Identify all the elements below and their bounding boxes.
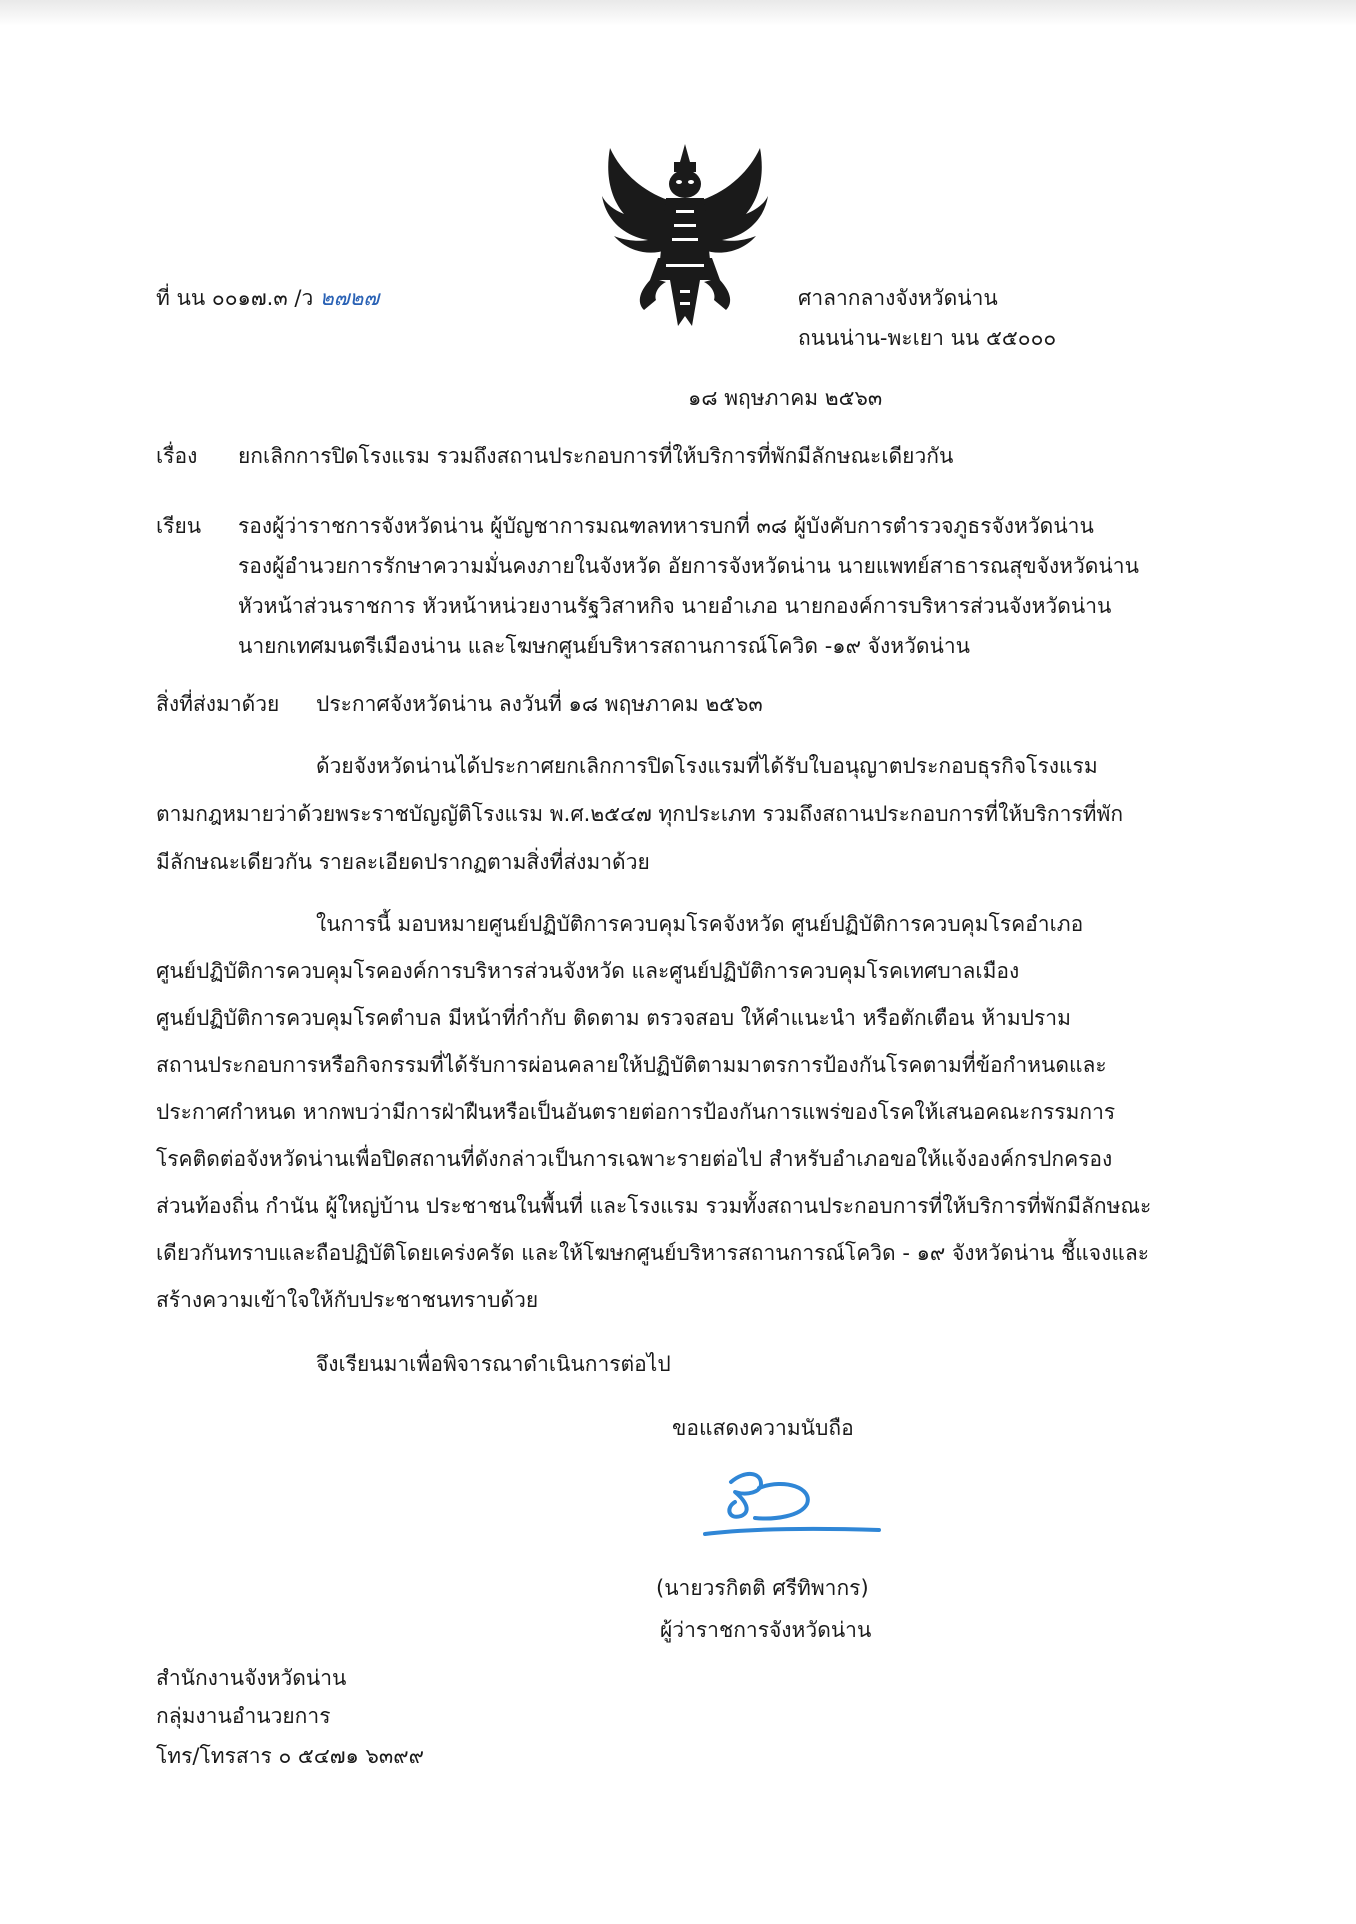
body-paragraph2-line: ในการนี้ มอบหมายศูนย์ปฏิบัติการควบคุมโรคจังหวัด ศูนย์ปฏิบัติการควบคุมโรคอำเภอ bbox=[316, 912, 1084, 936]
recipient-line: รองผู้อำนวยการรักษาความมั่นคงภายในจังหวัด อัยการจังหวัดน่าน นายแพทย์สาธารณสุขจังหวัดน่าน bbox=[238, 554, 1139, 578]
body-paragraph2-line: โรคติดต่อจังหวัดน่านเพื่อปิดสถานที่ดังกล่าวเป็นการเฉพาะรายต่อไป สำหรับอำเภอขอให้แจ้งองค์กรปกครอง bbox=[156, 1147, 1113, 1171]
body-paragraph2-line: ศูนย์ปฏิบัติการควบคุมโรคตำบล มีหน้าที่กำกับ ติดตาม ตรวจสอบ ให้คำแนะนำ หรือตักเตือน ห้ามปราม bbox=[156, 1006, 1071, 1030]
garuda-emblem-icon bbox=[600, 140, 770, 330]
handwritten-signature-icon bbox=[695, 1462, 885, 1542]
body-paragraph1-line: ด้วยจังหวัดน่านได้ประกาศยกเลิกการปิดโรงแรมที่ได้รับใบอนุญาตประกอบธุรกิจโรงแรม bbox=[316, 754, 1098, 778]
subject-label: เรื่อง bbox=[156, 444, 198, 468]
document-date: ๑๘ พฤษภาคม ๒๕๖๓ bbox=[688, 386, 883, 410]
scan-top-shadow bbox=[0, 0, 1356, 26]
org-address-line2: ถนนน่าน-พะเยา นน ๕๕๐๐๐ bbox=[798, 326, 1057, 350]
reference-handwritten-number: ๒๗๒๗ bbox=[319, 286, 380, 310]
body-paragraph2-line: ส่วนท้องถิ่น กำนัน ผู้ใหญ่บ้าน ประชาชนในพื้นที่ และโรงแรม รวมทั้งสถานประกอบการที่ให้บริการที่พักมีลักษณะ bbox=[156, 1194, 1152, 1218]
body-paragraph2-line: สร้างความเข้าใจให้กับประชาชนทราบด้วย bbox=[156, 1288, 539, 1312]
footer-phone: โทร/โทรสาร ๐ ๕๔๗๑ ๖๓๙๙ bbox=[156, 1744, 424, 1768]
recipient-line: นายกเทศมนตรีเมืองน่าน และโฆษกศูนย์บริหารสถานการณ์โควิด -๑๙ จังหวัดน่าน bbox=[238, 634, 970, 658]
recipient-label: เรียน bbox=[156, 514, 202, 538]
closing-sentence: จึงเรียนมาเพื่อพิจารณาดำเนินการต่อไป bbox=[316, 1352, 671, 1376]
subject-text: ยกเลิกการปิดโรงแรม รวมถึงสถานประกอบการที่ให้บริการที่พักมีลักษณะเดียวกัน bbox=[238, 444, 954, 468]
reference-label: ที่ นน ๐๐๑๗.๓ /ว bbox=[156, 286, 314, 310]
body-paragraph1-line: ตามกฎหมายว่าด้วยพระราชบัญญัติโรงแรม พ.ศ.๒๕๔๗ ทุกประเภท รวมถึงสถานประกอบการที่ให้บริการที่พัก bbox=[156, 802, 1124, 826]
signatory-name: (นายวรกิตติ ศรีทิพากร) bbox=[656, 1576, 869, 1600]
recipient-line: หัวหน้าส่วนราชการ หัวหน้าหน่วยงานรัฐวิสาหกิจ นายอำเภอ นายกองค์การบริหารส่วนจังหวัดน่าน bbox=[238, 594, 1112, 618]
body-paragraph1-line: มีลักษณะเดียวกัน รายละเอียดปรากฏตามสิ่งที่ส่งมาด้วย bbox=[156, 850, 650, 874]
body-paragraph2-line: ประกาศกำหนด หากพบว่ามีการฝ่าฝืนหรือเป็นอันตรายต่อการป้องกันการแพร่ของโรคให้เสนอคณะกรรมการ bbox=[156, 1100, 1116, 1124]
enclosure-label: สิ่งที่ส่งมาด้วย bbox=[156, 692, 280, 716]
regards-text: ขอแสดงความนับถือ bbox=[672, 1416, 854, 1440]
footer-division: กลุ่มงานอำนวยการ bbox=[156, 1704, 331, 1728]
recipient-line: รองผู้ว่าราชการจังหวัดน่าน ผู้บัญชาการมณฑลทหารบกที่ ๓๘ ผู้บังคับการตำรวจภูธรจังหวัดน่าน bbox=[238, 514, 1094, 538]
signatory-position: ผู้ว่าราชการจังหวัดน่าน bbox=[660, 1618, 872, 1642]
body-paragraph2-line: ศูนย์ปฏิบัติการควบคุมโรคองค์การบริหารส่วนจังหวัด และศูนย์ปฏิบัติการควบคุมโรคเทศบาลเมือง bbox=[156, 959, 1020, 983]
org-address-line1: ศาลากลางจังหวัดน่าน bbox=[798, 286, 998, 310]
footer-office: สำนักงานจังหวัดน่าน bbox=[156, 1666, 347, 1690]
reference-number bbox=[156, 282, 379, 315]
enclosure-text: ประกาศจังหวัดน่าน ลงวันที่ ๑๘ พฤษภาคม ๒๕๖๓ bbox=[316, 692, 763, 716]
body-paragraph2-line: สถานประกอบการหรือกิจกรรมที่ได้รับการผ่อนคลายให้ปฏิบัติตามมาตรการป้องกันโรคตามที่ข้อกำหนดและ bbox=[156, 1053, 1107, 1077]
body-paragraph2-line: เดียวกันทราบและถือปฏิบัติโดยเคร่งครัด และให้โฆษกศูนย์บริหารสถานการณ์โควิด - ๑๙ จังหวัดน่าน ชี้แจงและ bbox=[156, 1241, 1150, 1265]
